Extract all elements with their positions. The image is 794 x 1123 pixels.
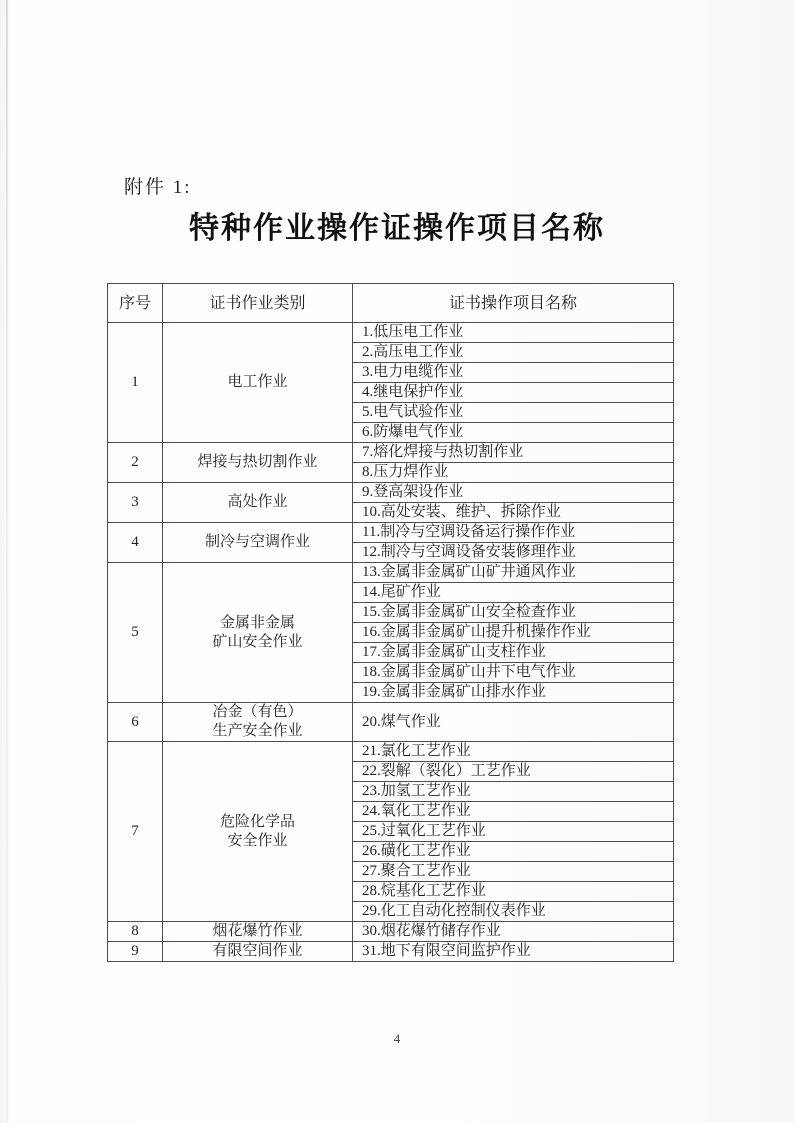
project-name-cell: 19.金属非金属矿山排水作业 [353, 683, 674, 703]
project-name-cell: 3.电力电缆作业 [353, 363, 674, 383]
project-name-cell: 18.金属非金属矿山井下电气作业 [353, 663, 674, 683]
project-name-cell: 13.金属非金属矿山矿井通风作业 [353, 563, 674, 583]
serial-number-cell: 1 [108, 323, 163, 443]
category-cell [163, 942, 353, 962]
category-cell [163, 563, 353, 703]
attachment-label: 附件 1: [124, 177, 192, 198]
project-name-cell: 14.尾矿作业 [353, 583, 674, 603]
project-name-cell: 11.制冷与空调设备运行操作作业 [353, 523, 674, 543]
page-number: 4 [393, 1031, 401, 1046]
table-row [108, 483, 674, 503]
project-name-cell: 29.化工自动化控制仪表作业 [353, 902, 674, 922]
project-name-cell: 9.登高架设作业 [353, 483, 674, 503]
serial-number-cell: 5 [108, 563, 163, 703]
project-name-cell: 1.低压电工作业 [353, 323, 674, 343]
table-row [108, 942, 674, 962]
category-line: 生产安全作业 [212, 723, 303, 739]
project-name-cell: 24.氧化工艺作业 [353, 802, 674, 822]
category-line: 电工作业 [227, 374, 288, 390]
project-name-cell: 20.煤气作业 [353, 703, 674, 742]
category-line: 制冷与空调作业 [204, 534, 310, 550]
project-name-cell: 15.金属非金属矿山安全检查作业 [353, 603, 674, 623]
column-header-category: 证书作业类别 [163, 284, 353, 323]
category-line: 有限空间作业 [212, 943, 303, 959]
table-row [108, 703, 674, 742]
project-name-cell: 17.金属非金属矿山支柱作业 [353, 643, 674, 663]
project-name-cell: 28.烷基化工艺作业 [353, 882, 674, 902]
serial-number-cell: 7 [108, 742, 163, 922]
project-name-cell: 26.磺化工艺作业 [353, 842, 674, 862]
project-name-cell: 2.高压电工作业 [353, 343, 674, 363]
project-name-cell: 21.氯化工艺作业 [353, 742, 674, 762]
table-row [108, 563, 674, 583]
category-cell [163, 483, 353, 523]
category-cell [163, 742, 353, 922]
category-line: 焊接与热切割作业 [197, 454, 318, 470]
certificate-projects-table [107, 283, 674, 962]
table-row [108, 922, 674, 942]
category-line: 安全作业 [227, 832, 288, 849]
category-cell [163, 703, 353, 742]
project-name-cell: 5.电气试验作业 [353, 403, 674, 423]
serial-number-cell: 3 [108, 483, 163, 523]
column-header-serial: 序号 [108, 284, 163, 323]
cert-table-body [108, 323, 674, 962]
serial-number-cell: 6 [108, 703, 163, 742]
serial-number-cell: 9 [108, 942, 163, 962]
category-line: 危险化学品 [219, 813, 295, 830]
category-line: 烟花爆竹作业 [212, 923, 303, 939]
serial-number-cell: 4 [108, 523, 163, 563]
scan-edge-shadow [6, 0, 8, 1123]
serial-number-cell: 2 [108, 443, 163, 483]
table-row [108, 742, 674, 762]
project-name-cell: 12.制冷与空调设备安装修理作业 [353, 543, 674, 563]
project-name-cell: 23.加氢工艺作业 [353, 782, 674, 802]
category-line: 冶金（有色） [212, 704, 303, 720]
project-name-cell: 27.聚合工艺作业 [353, 862, 674, 882]
table-header-row [108, 284, 674, 323]
project-name-cell: 22.裂解（裂化）工艺作业 [353, 762, 674, 782]
project-name-cell: 4.继电保护作业 [353, 383, 674, 403]
serial-number-cell: 8 [108, 922, 163, 942]
category-cell [163, 323, 353, 443]
category-line: 高处作业 [227, 494, 288, 510]
category-line: 矿山安全作业 [212, 633, 303, 650]
table-row [108, 523, 674, 543]
table-row [108, 323, 674, 343]
project-name-cell: 25.过氧化工艺作业 [353, 822, 674, 842]
project-name-cell: 6.防爆电气作业 [353, 423, 674, 443]
project-name-cell: 8.压力焊作业 [353, 463, 674, 483]
category-cell [163, 523, 353, 563]
category-line: 金属非金属 [219, 614, 295, 631]
project-name-cell: 10.高处安装、维护、拆除作业 [353, 503, 674, 523]
page-title: 特种作业操作证操作项目名称 [189, 212, 605, 245]
project-name-cell: 30.烟花爆竹储存作业 [353, 922, 674, 942]
project-name-cell: 31.地下有限空间监护作业 [353, 942, 674, 962]
column-header-project-name: 证书操作项目名称 [353, 284, 674, 323]
project-name-cell: 7.熔化焊接与热切割作业 [353, 443, 674, 463]
category-cell [163, 922, 353, 942]
project-name-cell: 16.金属非金属矿山提升机操作作业 [353, 623, 674, 643]
category-cell [163, 443, 353, 483]
table-row [108, 443, 674, 463]
